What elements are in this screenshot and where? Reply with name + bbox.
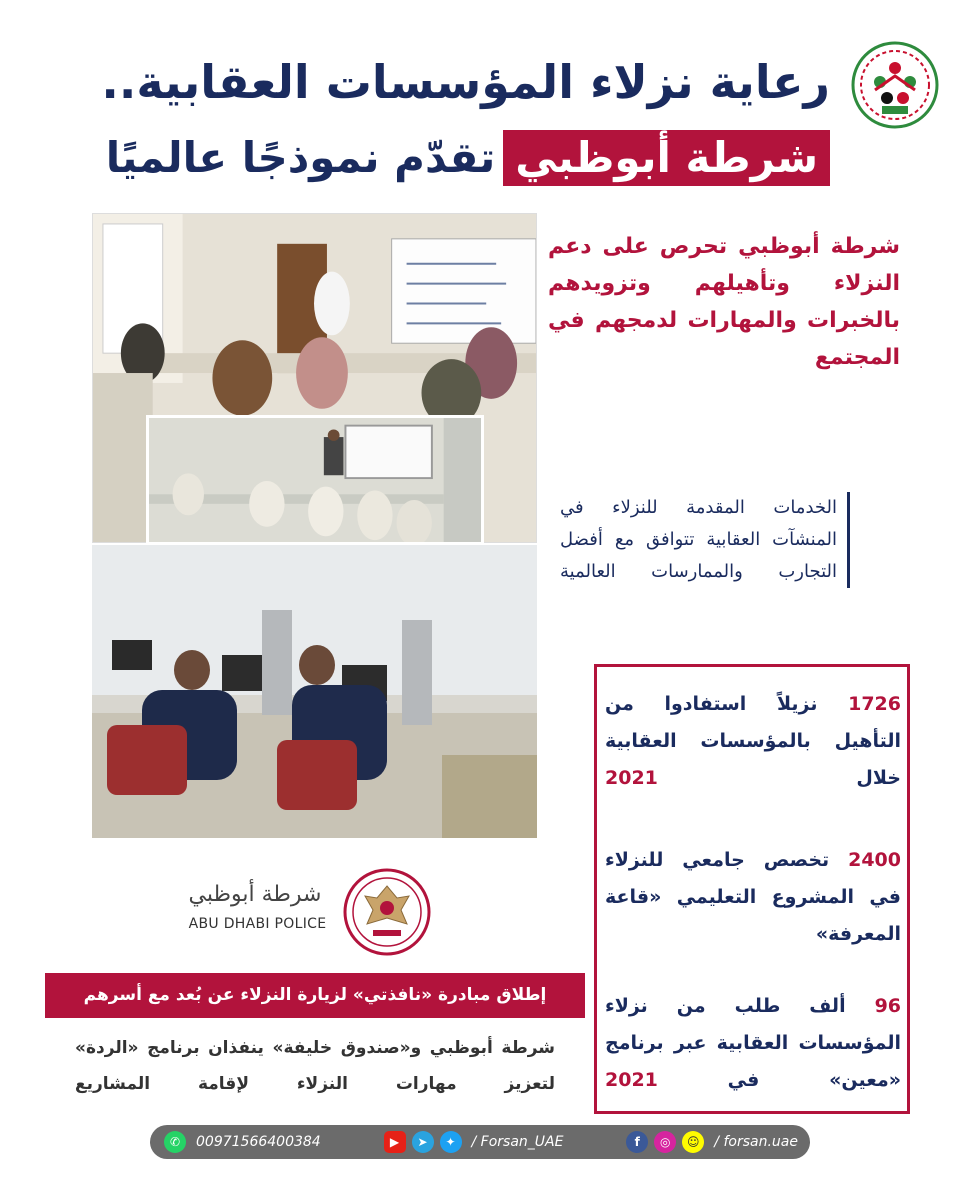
facebook-icon[interactable]: f	[626, 1131, 648, 1153]
stat-inmates-rehabilitated	[605, 686, 901, 797]
stat-text: ألف طلب من نزلاء المؤسسات العقابية عبر برنامج «معين» في	[605, 995, 901, 1091]
headline-line2	[105, 130, 830, 190]
footer-phone-group[interactable]	[162, 1131, 321, 1153]
footer-handle-right[interactable]: / forsan.uae	[714, 1134, 798, 1150]
instagram-icon[interactable]: ◎	[654, 1131, 676, 1153]
services-block	[560, 492, 850, 588]
telegram-icon[interactable]: ➤	[412, 1131, 434, 1153]
whatsapp-icon[interactable]: ✆	[164, 1131, 186, 1153]
footer-handle-group-right[interactable]	[624, 1131, 798, 1153]
stat-text: تخصص جامعي للنزلاء في المشروع التعليمي «قاعة المعرفة»	[605, 849, 901, 945]
headline-line1: رعاية نزلاء المؤسسات العقابية..	[101, 55, 830, 109]
initiative-banner: إطلاق مبادرة «نافذتي» لزيارة النزلاء عن بُعد مع أسرهم	[45, 973, 585, 1018]
stat-university-majors	[605, 842, 901, 953]
headline-highlight: شرطة أبوظبي	[503, 130, 830, 186]
classroom-photo-men	[146, 415, 484, 545]
police-name-english: ABU DHABI POLICE	[188, 916, 327, 932]
footer-phone[interactable]: 00971566400384	[196, 1134, 321, 1150]
police-name-arabic: شرطة أبوظبي	[188, 882, 322, 907]
stat-year: 2021	[605, 767, 658, 789]
stat-requests	[605, 988, 901, 1099]
intro-text: شرطة أبوظبي تحرص على دعم النزلاء وتأهيلهم وتزويدهم بالخبرات والمهارات لدمجهم في المجتمع	[548, 234, 900, 370]
stat-number: 2400	[848, 849, 901, 871]
police-emblem-icon	[343, 868, 431, 956]
snapchat-icon[interactable]: ☺	[682, 1131, 704, 1153]
initiative-text: شرطة أبوظبي و«صندوق خليفة» ينفذان برنامج «الردة» لتعزيز مهارات النزلاء لإقامة المشاريع	[75, 1038, 555, 1094]
stat-number: 96	[874, 995, 902, 1017]
stat-text: نزيلاً استفادوا من التأهيل بالمؤسسات العقابية خلال	[605, 693, 901, 789]
stats-frame-top	[594, 664, 910, 667]
stat-number: 1726	[848, 693, 901, 715]
social-footer	[150, 1125, 810, 1159]
computer-lab-photo	[92, 545, 537, 838]
headline-rest: تقدّم نموذجًا عالميًا	[105, 133, 496, 182]
forsan-logo	[850, 40, 940, 130]
footer-handle-left[interactable]: / Forsan_UAE	[471, 1134, 564, 1150]
youtube-icon[interactable]: ▶	[384, 1131, 406, 1153]
twitter-icon[interactable]: ✦	[440, 1131, 462, 1153]
services-text: الخدمات المقدمة للنزلاء في المنشآت العقابية تتوافق مع أفضل التجارب والممارسات العالمية	[560, 497, 837, 582]
stat-year: 2021	[605, 1069, 658, 1091]
footer-handle-group-left[interactable]	[382, 1131, 564, 1153]
